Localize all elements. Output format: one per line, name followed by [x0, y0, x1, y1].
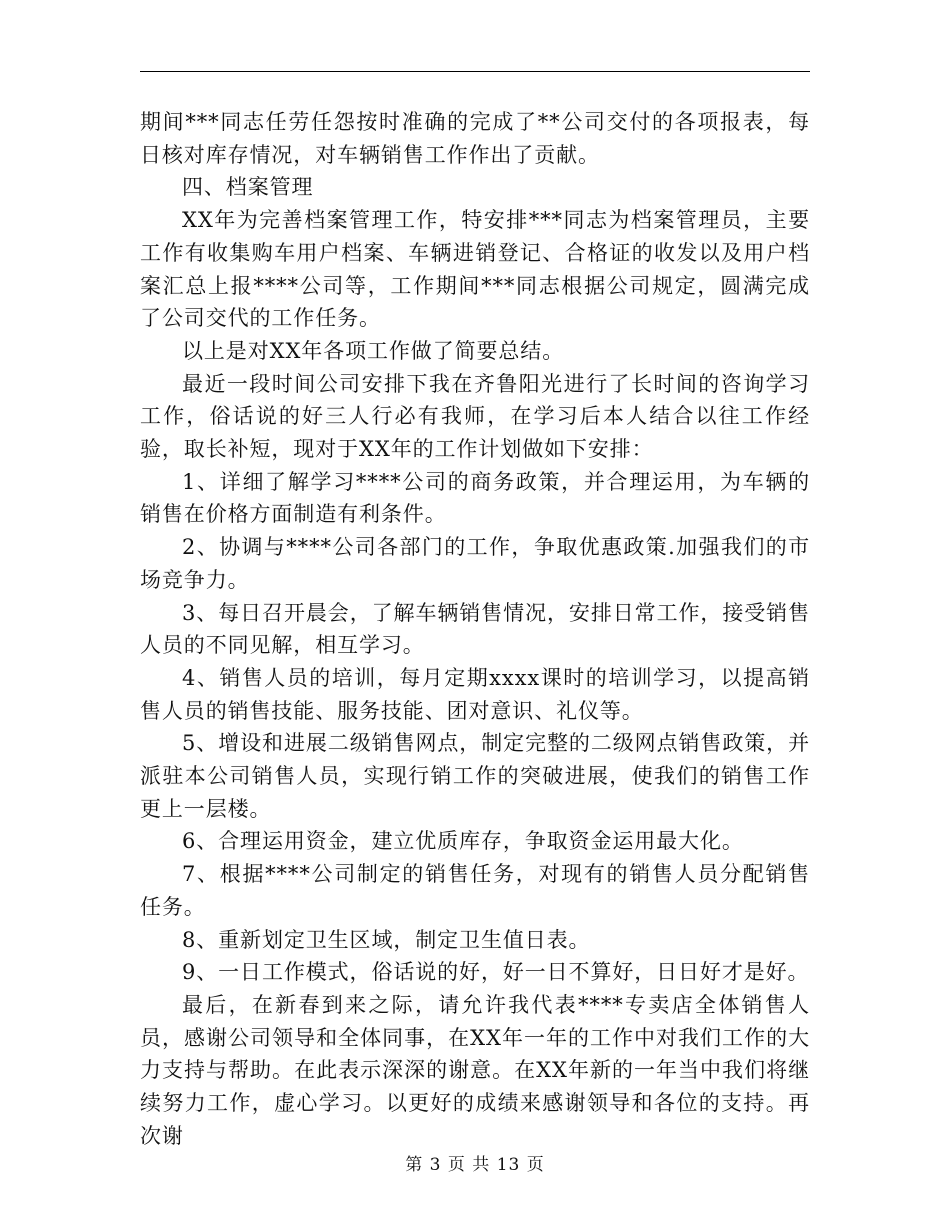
- footer-prefix: 第: [405, 1155, 424, 1175]
- paragraph: XX年为完善档案管理工作，特安排***同志为档案管理员，主要工作有收集购车用户档案、车辆进销登记、合格证的收发以及用户档案汇总上报****公司等，工作期间***同志根据公司规定，圆满完成了公司交代的工作任务。: [140, 208, 810, 331]
- paragraph: 最近一段时间公司安排下我在齐鲁阳光进行了长时间的咨询学习工作，俗话说的好三人行必有我师，在学习后本人结合以往工作经验，取长补短，现对于XX年的工作计划做如下安排：: [140, 371, 810, 462]
- list-item: 7、根据****公司制定的销售任务，对现有的销售人员分配销售任务。: [140, 862, 810, 919]
- footer-mid: 页 共: [447, 1155, 491, 1175]
- list-item: 2、协调与****公司各部门的工作，争取优惠政策.加强我们的市场竞争力。: [140, 535, 810, 592]
- body-text: [140, 106, 810, 1153]
- header-rule: [140, 71, 810, 72]
- list-item: 1、详细了解学习****公司的商务政策，并合理运用，为车辆的销售在价格方面制造有利条件。: [140, 469, 810, 527]
- footer-suffix: 页: [526, 1155, 545, 1175]
- footer-page-number: 3: [429, 1155, 442, 1175]
- footer-total-pages: 13: [496, 1155, 521, 1175]
- list-item: 8、重新划定卫生区域，制定卫生值日表。: [182, 927, 591, 952]
- paragraph: 以上是对XX年各项工作做了简要总结。: [182, 338, 565, 363]
- list-item: 6、合理运用资金，建立优质库存，争取资金运用最大化。: [182, 829, 744, 854]
- paragraph: 最后，在新春到来之际，请允许我代表****专卖店全体销售人员，感谢公司领导和全体同事，在XX年一年的工作中对我们工作的大力支持与帮助。在此表示深深的谢意。在XX年新的一年当中我们将继续努力工作，虚心学习。以更好的成绩来感谢领导和各位的支持。再次谢: [140, 992, 810, 1148]
- page-footer: [0, 1150, 950, 1175]
- list-item: 4、销售人员的培训，每月定期xxxx课时的培训学习，以提高销售人员的销售技能、服务技能、团对意识、礼仪等。: [140, 665, 810, 723]
- section-heading: 四、档案管理: [182, 175, 314, 200]
- list-item: 5、增设和进展二级销售网点，制定完整的二级网点销售政策，并派驻本公司销售人员，实现行销工作的突破进展，使我们的销售工作更上一层楼。: [140, 731, 810, 821]
- list-item: 3、每日召开晨会，了解车辆销售情况，安排日常工作，接受销售人员的不同见解，相互学习。: [140, 600, 810, 658]
- paragraph: 期间***同志任劳任怨按时准确的完成了**公司交付的各项报表，每日核对库存情况，对车辆销售工作作出了贡献。: [140, 110, 810, 167]
- list-item: 9、一日工作模式，俗话说的好，好一日不算好，日日好才是好。: [182, 960, 810, 985]
